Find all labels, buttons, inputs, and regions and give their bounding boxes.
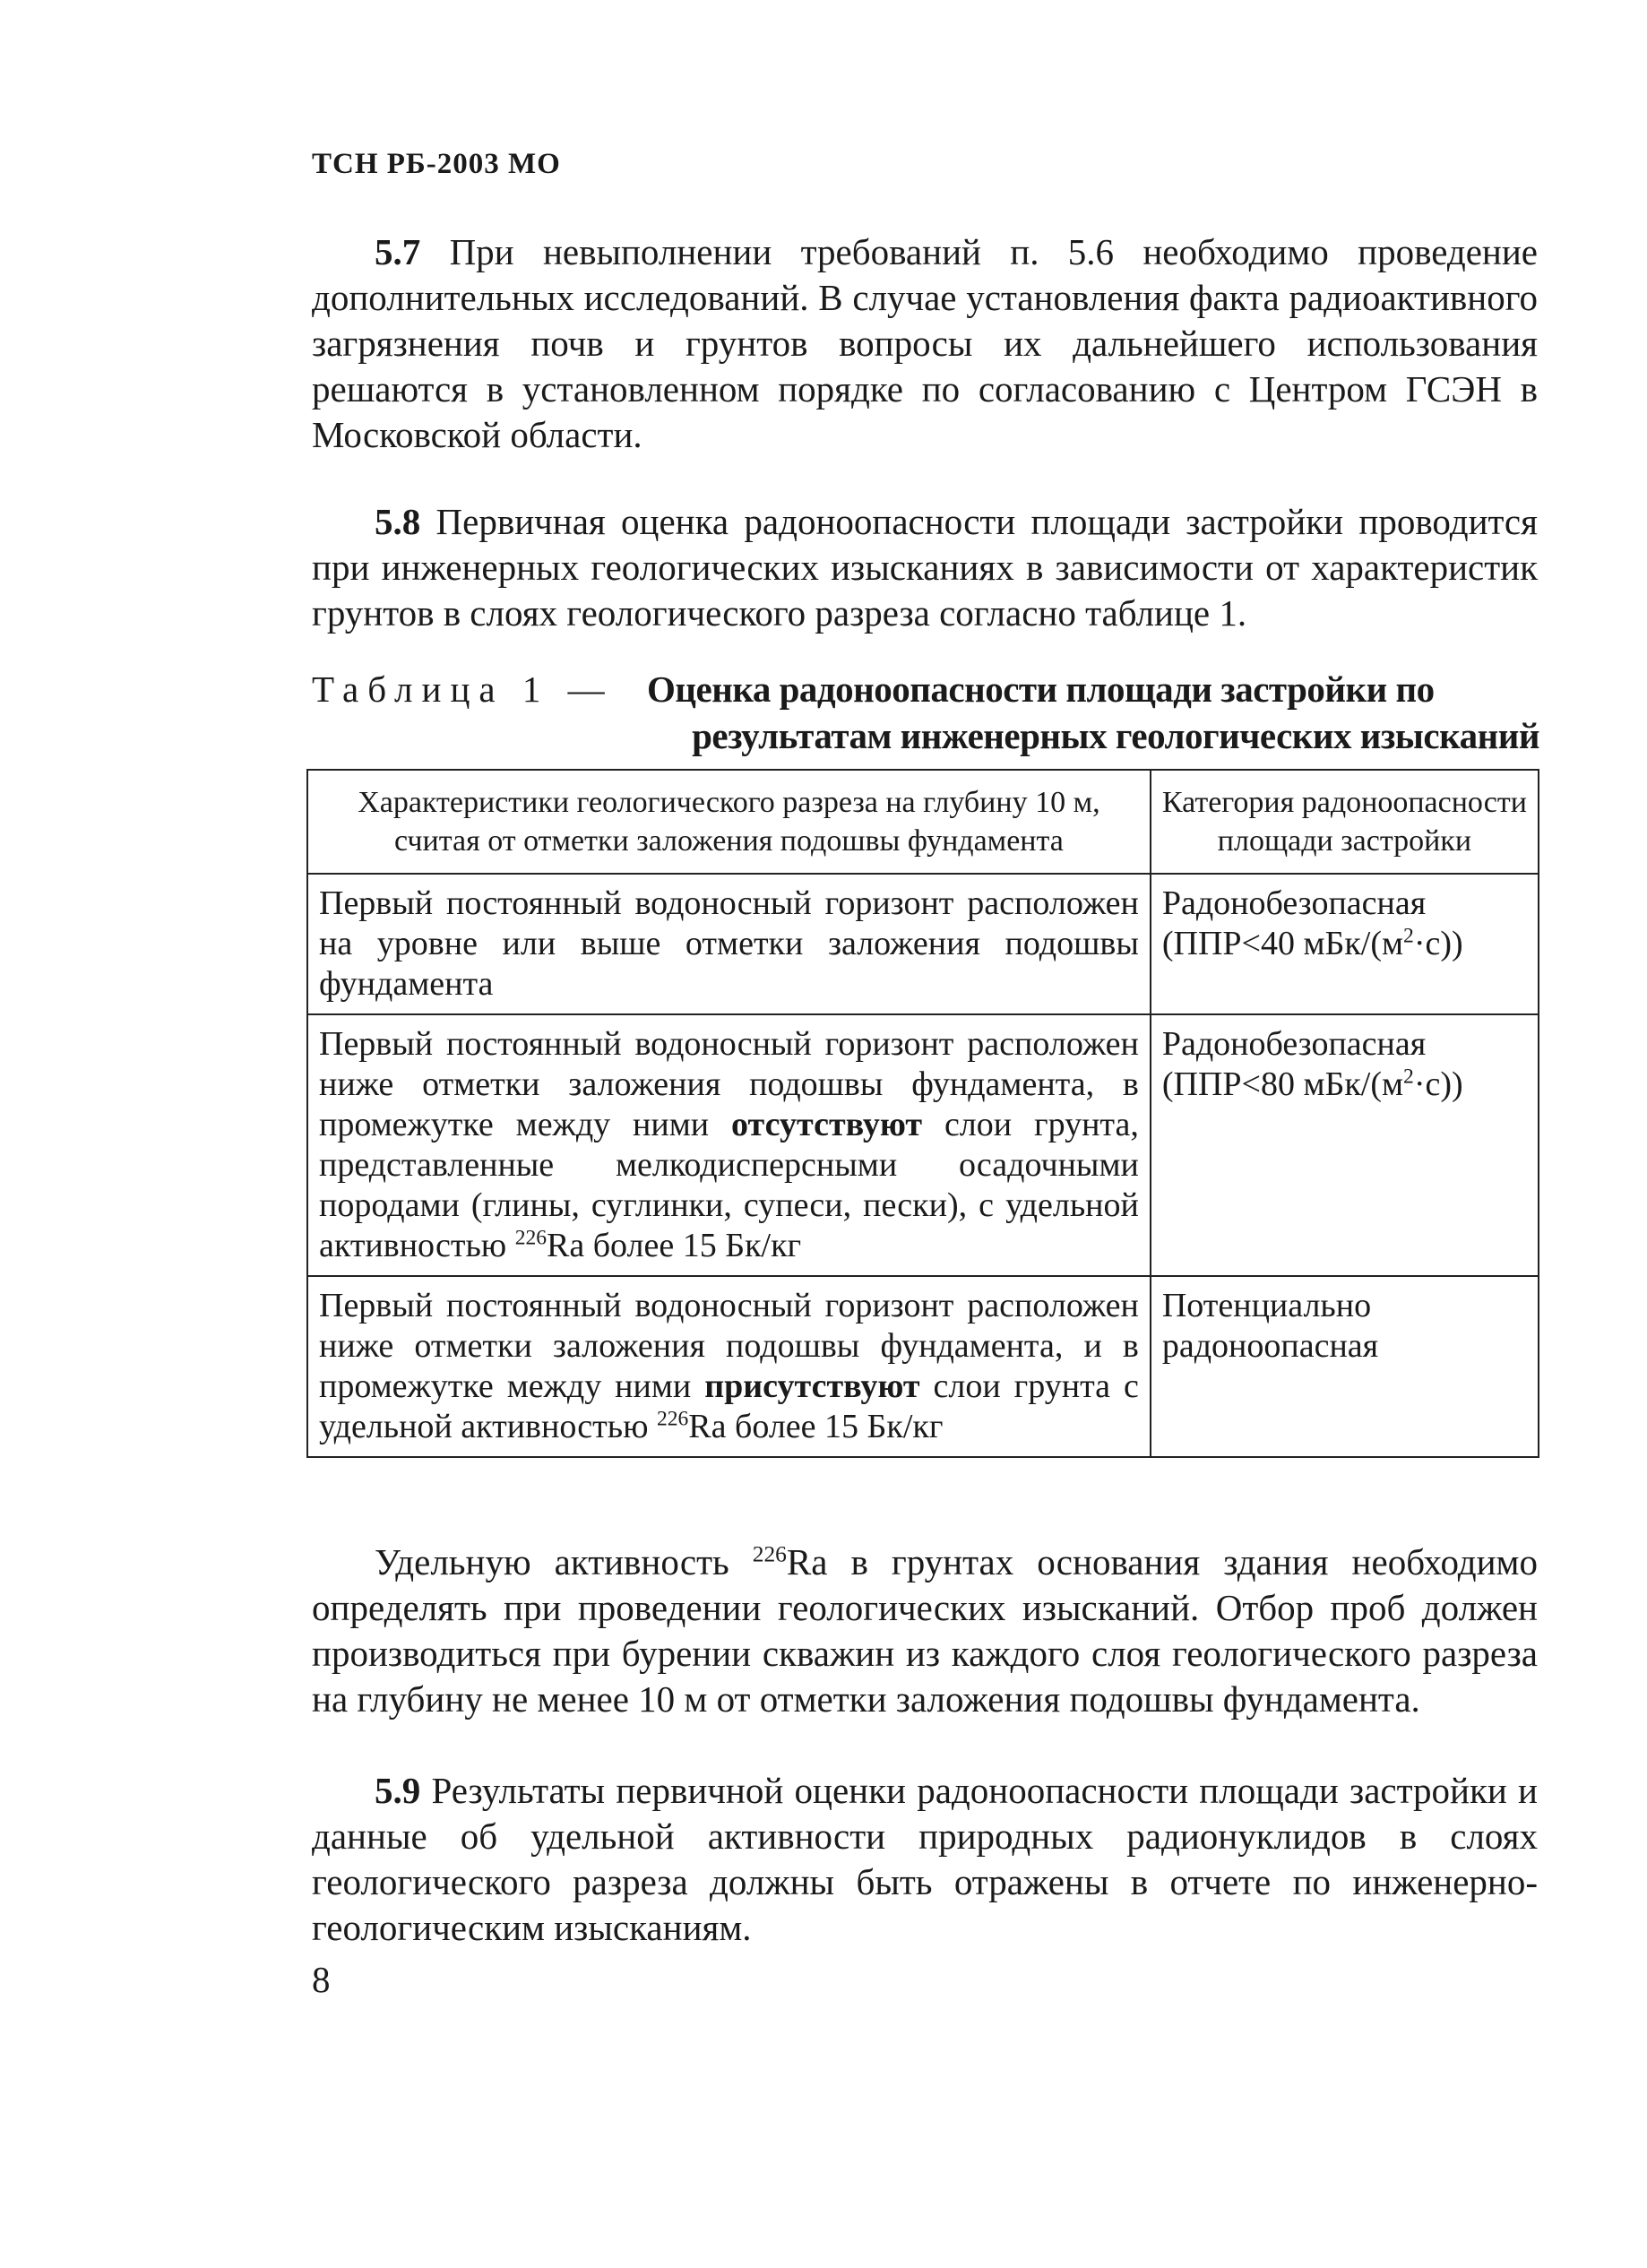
- table-row: [307, 1014, 1539, 1276]
- table-header-row: [307, 770, 1539, 874]
- document-code-header: ТСН РБ-2003 МО: [312, 148, 561, 180]
- paragraph-number: 5.9: [375, 1770, 421, 1811]
- table-header-category: Категория радоноопасности площади застройки: [1151, 770, 1539, 874]
- page-number: 8: [312, 1959, 331, 2000]
- superscript: 2: [1403, 1065, 1414, 1089]
- cell-text: слои грунта, представленные мелкодисперсными осадочными породами (глины, суглинки, супеси, пески), с удельной активностью: [319, 1106, 1139, 1264]
- table-row: [307, 1276, 1539, 1457]
- table-cell-category: [1151, 874, 1539, 1014]
- paragraph-text: Результаты первичной оценки радоноопасности площади застройки и данные об удельной активности природных радионуклидов в слоях геологического разреза должны быть отражены в отчете по инженерно-геологическим изысканиям.: [312, 1770, 1538, 1948]
- category-line: Радонобезопасная: [1161, 1025, 1427, 1063]
- table-cell-characteristics: Первый постоянный водоносный горизонт расположен на уровне или выше отметки заложения подошвы фундамента: [307, 874, 1151, 1014]
- radon-assessment-table: [306, 769, 1539, 1458]
- isotope-superscript: 226: [514, 1226, 548, 1250]
- paragraph-5-9: [312, 1768, 1538, 1951]
- cell-text: Первый постоянный водоносный горизонт расположен ниже отметки заложения подошвы фундамента, в промежутке между ними: [319, 1025, 1139, 1143]
- table-cell-category: [1151, 1014, 1539, 1276]
- category-line: (ППР<80 мБк/(м: [1161, 1065, 1404, 1103]
- paragraph-text: При невыполнении требований п. 5.6 необходимо проведение дополнительных исследований. В случае установления факта радиоактивного загрязнения почв и грунтов вопросы их дальнейшего использования решаются в установленном порядке по согласованию с Центром ГСЭН в Московской области.: [312, 231, 1538, 455]
- cell-emphasis: присутствуют: [704, 1367, 920, 1405]
- isotope-superscript: 226: [656, 1407, 689, 1431]
- superscript: 2: [1403, 924, 1414, 948]
- cell-text: Ra более 15 Бк/кг: [688, 1408, 944, 1445]
- isotope-superscript: 226: [752, 1541, 787, 1567]
- category-line: радоноопасная: [1161, 1327, 1379, 1365]
- category-line: Радонобезопасная: [1161, 884, 1427, 922]
- paragraph-5-8: [312, 499, 1538, 636]
- table-cell-category: [1151, 1276, 1539, 1457]
- category-line: Потенциально: [1161, 1287, 1372, 1324]
- table-cell-characteristics: [307, 1276, 1151, 1457]
- paragraph-5-7: [312, 229, 1538, 458]
- paragraph-text: Ra в грунтах основания здания необходимо определять при проведении геологических изысканий. Отбор проб должен производиться при бурении скважин из каждого слоя геологического разреза на глубину не менее 10 м от отметки заложения подошвы фундамента.: [312, 1541, 1539, 1720]
- table-caption-title-line2: результатам инженерных геологических изысканий: [692, 715, 1539, 756]
- table-caption-label: Таблица 1 —: [312, 668, 614, 710]
- cell-text: Ra более 15 Бк/кг: [547, 1227, 802, 1264]
- table-row: [307, 874, 1539, 1014]
- paragraph-text: Удельную активность: [375, 1541, 753, 1582]
- paragraph-number: 5.8: [375, 501, 421, 542]
- cell-emphasis: отсутствуют: [730, 1106, 923, 1143]
- paragraph-number: 5.7: [375, 231, 421, 272]
- cell-text: слои грунта с удельной активностью: [319, 1367, 1139, 1445]
- category-line: (ППР<40 мБк/(м: [1161, 925, 1404, 962]
- category-line-end: ·с)): [1413, 925, 1463, 962]
- category-line-end: ·с)): [1413, 1065, 1463, 1103]
- table-caption-title-line1: Оценка радоноопасности площади застройки по: [647, 668, 1435, 710]
- table-caption-title: [647, 666, 1539, 759]
- table-header-characteristics: Характеристики геологического разреза на глубину 10 м, считая от отметки заложения подошвы фундамента: [307, 770, 1151, 874]
- table-cell-characteristics: [307, 1014, 1151, 1276]
- table-caption: [312, 666, 1539, 756]
- paragraph-activity-note: [312, 1539, 1538, 1722]
- paragraph-text: Первичная оценка радоноопасности площади застройки проводится при инженерных геологических изысканиях в зависимости от характеристик грунтов в слоях геологического разреза согласно таблице 1.: [312, 501, 1538, 634]
- cell-text: Первый постоянный водоносный горизонт расположен ниже отметки заложения подошвы фундамента, и в промежутке между ними: [319, 1287, 1139, 1405]
